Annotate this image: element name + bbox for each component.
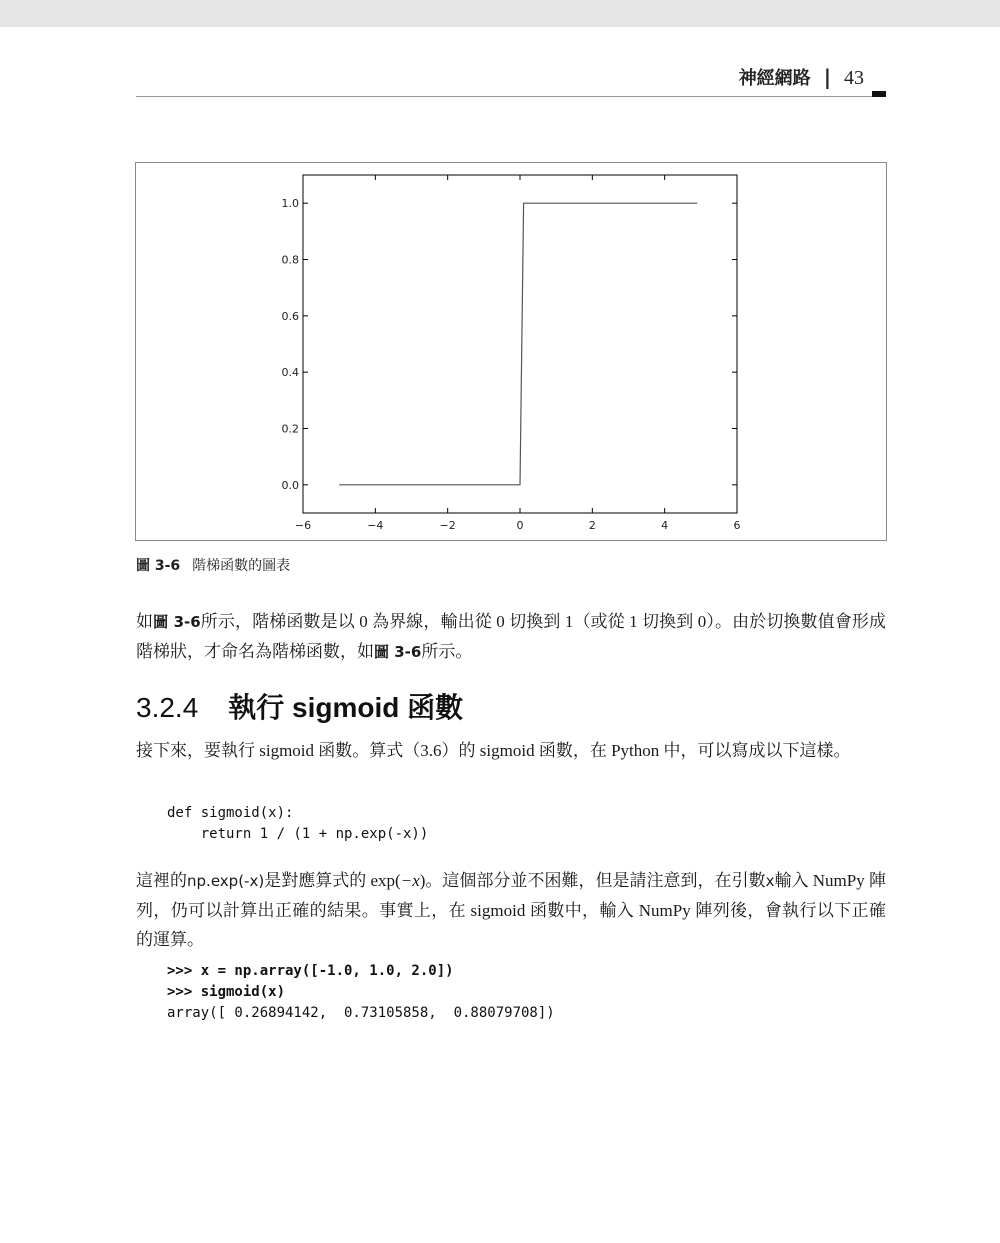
- para1-text-1: 如: [136, 612, 154, 631]
- code-block-sigmoid-def: [167, 803, 428, 845]
- code-output-line: array([ 0.26894142, 0.73105858, 0.88079708]): [167, 1005, 555, 1021]
- x-tick-label: −6: [294, 519, 312, 532]
- figure-caption-label: 圖 3-6: [136, 558, 181, 574]
- inline-code: np.exp(-x): [187, 872, 265, 890]
- math-variable: −x: [400, 871, 420, 890]
- paragraph-numpy-explanation: [136, 866, 886, 954]
- figure-3-6: [135, 162, 887, 541]
- y-tick-label: 1.0: [281, 197, 299, 211]
- y-tick-label: 0.4: [281, 366, 299, 380]
- running-header: [739, 64, 864, 90]
- header-rule: [136, 96, 872, 97]
- x-tick-label: −4: [367, 519, 384, 532]
- code-line: >>> sigmoid(x): [167, 984, 286, 1000]
- figure-caption-text: 階梯函數的圖表: [192, 558, 291, 574]
- code-block-interactive: [167, 961, 555, 1024]
- inline-code: x: [765, 872, 775, 890]
- para1-text-2: 所示，階梯函數是以 0 為界線，輸出從 0 切換到 1（或從 1 切換到 0）。由於切換數值會形成階梯狀，才命名為階梯函數，如: [136, 612, 887, 661]
- x-tick-label: 0: [516, 519, 524, 532]
- y-tick-label: 0.6: [281, 309, 299, 323]
- para3-text-1: 這裡的: [136, 871, 188, 890]
- para1-text-3: 所示。: [421, 642, 473, 661]
- paragraph-sigmoid-intro: 接下來，要執行 sigmoid 函數。算式（3.6）的 sigmoid 函數，在 Python 中，可以寫成以下這樣。: [136, 741, 851, 760]
- header-section-title: 神經網路: [738, 68, 811, 89]
- figure-reference[interactable]: 圖 3-6: [153, 613, 201, 631]
- section-number: 3.2.4: [136, 692, 199, 723]
- section-heading: [136, 686, 463, 726]
- code-line: >>> x = np.array([-1.0, 1.0, 2.0]): [167, 963, 454, 979]
- page-number: 43: [844, 67, 864, 89]
- top-margin-strip: [0, 0, 1000, 27]
- x-tick-label: 4: [661, 519, 669, 532]
- figure-reference[interactable]: 圖 3-6: [374, 643, 422, 661]
- header-separator: |: [823, 65, 831, 89]
- header-marker: [872, 91, 886, 97]
- code-line: return 1 / (1 + np.exp(-x)): [167, 826, 429, 842]
- paragraph-step-explanation: [136, 607, 886, 667]
- code-line: def sigmoid(x):: [167, 805, 294, 821]
- section-title: 執行 sigmoid 函數: [228, 692, 464, 723]
- x-tick-label: 6: [733, 519, 741, 532]
- y-tick-label: 0.8: [281, 253, 299, 267]
- x-tick-label: 2: [588, 519, 596, 532]
- para3-text-3: )。這個部分並不困難，但是請注意到，在引數: [419, 871, 766, 890]
- para3-text-4: 輸入 NumPy 陣列，仍可以計算出正確的結果。事實上，在 sigmoid 函數中，輸入 NumPy 陣列後，會執行以下正確的運算。: [136, 871, 886, 949]
- y-tick-label: 0.2: [281, 422, 299, 436]
- x-tick-label: −2: [439, 519, 456, 532]
- y-tick-label: 0.0: [281, 478, 299, 492]
- step-function-chart: [136, 163, 886, 540]
- step-function-line: [339, 203, 697, 485]
- para3-text-2: 是對應算式的 exp(: [264, 871, 401, 890]
- figure-caption: [136, 555, 290, 575]
